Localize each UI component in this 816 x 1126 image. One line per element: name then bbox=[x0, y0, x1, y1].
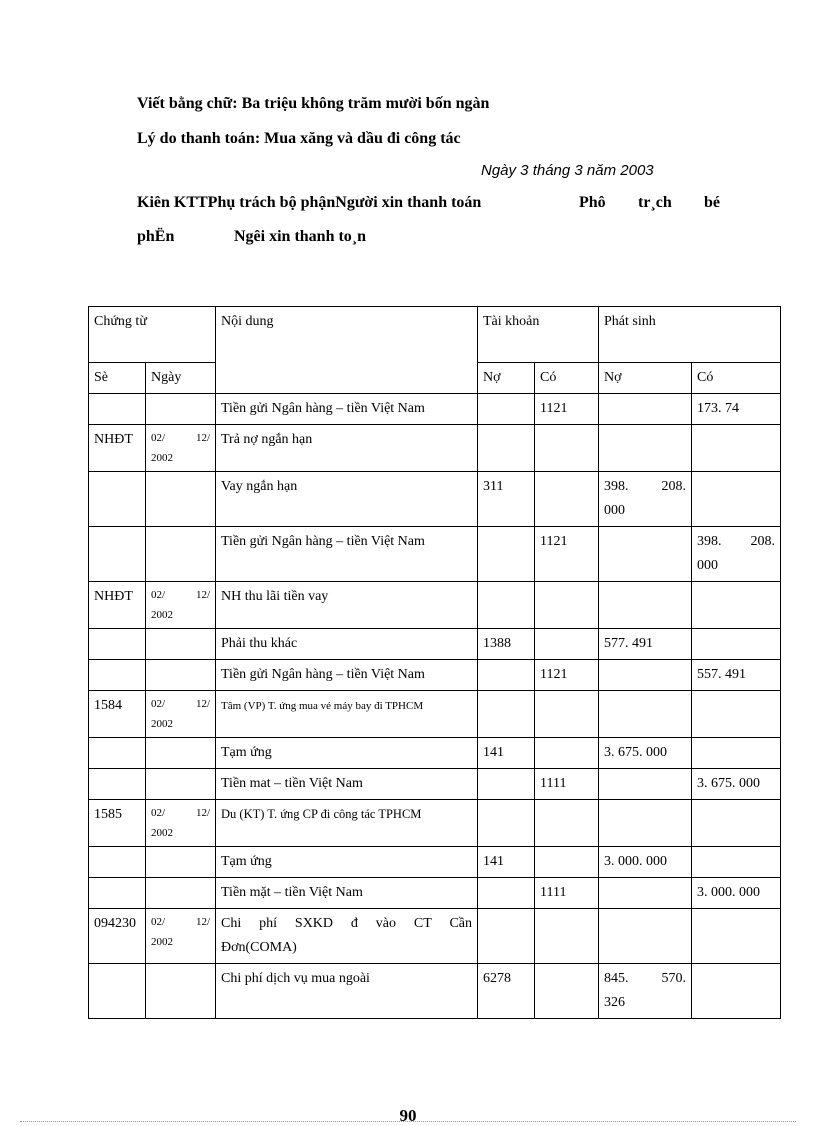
signature-word-2: tr¸ch bbox=[638, 194, 672, 211]
date-month: 12/ bbox=[195, 807, 210, 819]
cell-ps-no bbox=[599, 909, 692, 964]
signature-word-4: phËn bbox=[137, 228, 175, 245]
table-row bbox=[89, 660, 781, 691]
table-row bbox=[89, 964, 781, 1019]
cell-ngay bbox=[146, 964, 216, 1019]
cell-tk-co: 1121 bbox=[535, 527, 599, 582]
cell-noi-dung: Tiền gửi Ngân hàng – tiền Việt Nam bbox=[216, 527, 478, 582]
table-header-row bbox=[89, 307, 781, 363]
date-year: 2002 bbox=[151, 936, 173, 948]
cell-noi-dung: Tiền mặt – tiền Việt Nam bbox=[216, 878, 478, 909]
date-year: 2002 bbox=[151, 452, 173, 464]
cell-noi-dung: Tiền gửi Ngân hàng – tiền Việt Nam bbox=[216, 394, 478, 425]
cell-tk-no bbox=[478, 878, 535, 909]
table-row bbox=[89, 394, 781, 425]
table-row bbox=[89, 472, 781, 527]
cell-tk-no bbox=[478, 691, 535, 738]
cell-tk-no bbox=[478, 909, 535, 964]
cell-tk-co: 1111 bbox=[535, 769, 599, 800]
cell-tk-co bbox=[535, 909, 599, 964]
cell-so: 1584 bbox=[89, 691, 146, 738]
cell-noi-dung: Tạm ứng bbox=[216, 738, 478, 769]
cell-ps-no bbox=[599, 527, 692, 582]
cell-tk-no bbox=[478, 425, 535, 472]
cell-tk-no: 141 bbox=[478, 738, 535, 769]
amount-part: 208. bbox=[750, 534, 776, 549]
cell-tk-no: 141 bbox=[478, 847, 535, 878]
cell-noi-dung: NH thu lãi tiền vay bbox=[216, 582, 478, 629]
cell-tk-co bbox=[535, 629, 599, 660]
table-row bbox=[89, 800, 781, 847]
cell-noi-dung: Trả nợ ngắn hạn bbox=[216, 425, 478, 472]
table-row bbox=[89, 847, 781, 878]
date-day: 02/ bbox=[151, 432, 166, 444]
header-so: Sè bbox=[89, 363, 146, 394]
table-row bbox=[89, 527, 781, 582]
signature-word-1: Phô bbox=[579, 194, 606, 211]
header-ps-co: Có bbox=[692, 363, 781, 394]
table-row bbox=[89, 909, 781, 964]
date-month: 12/ bbox=[195, 698, 210, 710]
amount-part: 570. bbox=[661, 971, 686, 986]
cell-ps-no bbox=[599, 800, 692, 847]
amount-part: 398. bbox=[697, 534, 722, 549]
cell-ps-co bbox=[692, 629, 781, 660]
cell-ps-co: 3. 000. 000 bbox=[692, 878, 781, 909]
cell-noi-dung bbox=[216, 691, 478, 738]
cell-tk-co bbox=[535, 582, 599, 629]
cell-ps-no bbox=[599, 769, 692, 800]
cell-tk-co bbox=[535, 964, 599, 1019]
cell-noi-dung bbox=[216, 909, 478, 964]
cell-tk-co bbox=[535, 847, 599, 878]
cell-ps-no bbox=[599, 691, 692, 738]
content-line: Chi phí SXKD đ vào CT Cần bbox=[221, 916, 472, 931]
cell-so: NHĐT bbox=[89, 425, 146, 472]
date-year: 2002 bbox=[151, 609, 173, 621]
cell-so bbox=[89, 472, 146, 527]
cell-so: 1585 bbox=[89, 800, 146, 847]
cell-ps-no: 3. 675. 000 bbox=[599, 738, 692, 769]
cell-ps-no bbox=[599, 660, 692, 691]
cell-tk-no bbox=[478, 582, 535, 629]
cell-tk-co: 1121 bbox=[535, 394, 599, 425]
table-row bbox=[89, 691, 781, 738]
cell-ps-co bbox=[692, 527, 781, 582]
cell-so: NHĐT bbox=[89, 582, 146, 629]
cell-ps-co bbox=[692, 472, 781, 527]
cell-ps-no bbox=[599, 394, 692, 425]
cell-ps-co bbox=[692, 909, 781, 964]
cell-ps-co bbox=[692, 964, 781, 1019]
cell-ps-no: 3. 000. 000 bbox=[599, 847, 692, 878]
header-tk-co: Có bbox=[535, 363, 599, 394]
cell-ps-co: 173. 74 bbox=[692, 394, 781, 425]
cell-noi-dung: Vay ngắn hạn bbox=[216, 472, 478, 527]
cell-ngay bbox=[146, 472, 216, 527]
cell-ps-no bbox=[599, 425, 692, 472]
cell-ngay bbox=[146, 394, 216, 425]
cell-so bbox=[89, 769, 146, 800]
table-row bbox=[89, 878, 781, 909]
cell-so bbox=[89, 394, 146, 425]
header-chung-tu: Chứng từ bbox=[89, 307, 216, 363]
date-day: 02/ bbox=[151, 698, 166, 710]
date-day: 02/ bbox=[151, 589, 166, 601]
cell-ngay bbox=[146, 527, 216, 582]
cell-ngay bbox=[146, 847, 216, 878]
small-text: Du (KT) T. ứng CP đi công tác TPHCM bbox=[221, 807, 422, 821]
date-month: 12/ bbox=[195, 589, 210, 601]
cell-tk-co bbox=[535, 691, 599, 738]
cell-tk-co: 1111 bbox=[535, 878, 599, 909]
cell-ps-co: 557. 491 bbox=[692, 660, 781, 691]
amount-part: 398. bbox=[604, 479, 629, 494]
signature-labels: Kiên KTTPhụ trách bộ phậnNgười xin thanh toán bbox=[137, 194, 482, 211]
table-row bbox=[89, 629, 781, 660]
cell-ps-no bbox=[599, 964, 692, 1019]
cell-so bbox=[89, 878, 146, 909]
cell-ps-no bbox=[599, 582, 692, 629]
amount-in-words: Viết bằng chữ: Ba triệu không trăm mười bốn ngàn bbox=[137, 95, 490, 112]
cell-ps-no bbox=[599, 878, 692, 909]
document-date: Ngày 3 tháng 3 năm 2003 bbox=[481, 162, 654, 179]
date-year: 2002 bbox=[151, 827, 173, 839]
cell-ngay bbox=[146, 582, 216, 629]
amount-part: 000 bbox=[604, 503, 625, 518]
cell-noi-dung: Tiền gửi Ngân hàng – tiền Việt Nam bbox=[216, 660, 478, 691]
cell-noi-dung: Chi phí dịch vụ mua ngoài bbox=[216, 964, 478, 1019]
ledger-table bbox=[88, 306, 781, 1019]
cell-tk-co bbox=[535, 425, 599, 472]
cell-tk-co bbox=[535, 800, 599, 847]
cell-ngay bbox=[146, 691, 216, 738]
cell-noi-dung: Tiền mat – tiền Việt Nam bbox=[216, 769, 478, 800]
cell-so bbox=[89, 629, 146, 660]
cell-ngay bbox=[146, 660, 216, 691]
cell-tk-no bbox=[478, 527, 535, 582]
date-month: 12/ bbox=[195, 432, 210, 444]
date-day: 02/ bbox=[151, 807, 166, 819]
content-line: Đơn(COMA) bbox=[221, 940, 297, 955]
amount-part: 845. bbox=[604, 971, 629, 986]
table-row bbox=[89, 738, 781, 769]
cell-ngay bbox=[146, 629, 216, 660]
cell-so: 094230 bbox=[89, 909, 146, 964]
cell-ps-co bbox=[692, 847, 781, 878]
cell-tk-no bbox=[478, 660, 535, 691]
cell-ngay bbox=[146, 769, 216, 800]
cell-ngay bbox=[146, 800, 216, 847]
cell-ngay bbox=[146, 738, 216, 769]
cell-tk-no: 1388 bbox=[478, 629, 535, 660]
header-noi-dung: Nội dung bbox=[216, 307, 478, 394]
cell-ngay bbox=[146, 909, 216, 964]
cell-ps-co bbox=[692, 738, 781, 769]
amount-part: 326 bbox=[604, 995, 625, 1010]
cell-ps-no bbox=[599, 472, 692, 527]
header-ngay: Ngày bbox=[146, 363, 216, 394]
cell-ngay bbox=[146, 878, 216, 909]
cell-ps-co bbox=[692, 800, 781, 847]
date-month: 12/ bbox=[195, 916, 210, 928]
header-phat-sinh: Phát sinh bbox=[599, 307, 781, 363]
footer-rule bbox=[20, 1121, 796, 1122]
cell-tk-no: 311 bbox=[478, 472, 535, 527]
page-number: 90 bbox=[399, 1106, 417, 1125]
cell-ps-co bbox=[692, 425, 781, 472]
cell-ps-co bbox=[692, 691, 781, 738]
cell-so bbox=[89, 660, 146, 691]
date-day: 02/ bbox=[151, 916, 166, 928]
cell-tk-no bbox=[478, 769, 535, 800]
cell-ngay bbox=[146, 425, 216, 472]
header-tai-khoan: Tài khoản bbox=[478, 307, 599, 363]
amount-part: 000 bbox=[697, 558, 718, 573]
cell-so bbox=[89, 964, 146, 1019]
cell-noi-dung bbox=[216, 800, 478, 847]
table-row bbox=[89, 769, 781, 800]
small-text: Tâm (VP) T. ứng mua vé máy bay đi TPHCM bbox=[221, 700, 424, 712]
table-row bbox=[89, 425, 781, 472]
header-tk-no: Nợ bbox=[478, 363, 535, 394]
cell-tk-no bbox=[478, 394, 535, 425]
signature-word-3: bé bbox=[704, 194, 720, 211]
cell-tk-no bbox=[478, 800, 535, 847]
cell-tk-no: 6278 bbox=[478, 964, 535, 1019]
date-year: 2002 bbox=[151, 718, 173, 730]
cell-noi-dung: Tạm ứng bbox=[216, 847, 478, 878]
payment-reason: Lý do thanh toán: Mua xăng và dầu đi công tác bbox=[137, 130, 461, 147]
table-row bbox=[89, 582, 781, 629]
signature-word-5: Ngêi xin thanh to¸n bbox=[234, 228, 367, 245]
cell-so bbox=[89, 738, 146, 769]
cell-so bbox=[89, 527, 146, 582]
cell-ps-no: 577. 491 bbox=[599, 629, 692, 660]
header-ps-no: Nợ bbox=[599, 363, 692, 394]
cell-ps-co: 3. 675. 000 bbox=[692, 769, 781, 800]
cell-noi-dung: Phải thu khác bbox=[216, 629, 478, 660]
amount-part: 208. bbox=[661, 479, 686, 494]
cell-so bbox=[89, 847, 146, 878]
cell-ps-co bbox=[692, 582, 781, 629]
cell-tk-co: 1121 bbox=[535, 660, 599, 691]
cell-tk-co bbox=[535, 472, 599, 527]
cell-tk-co bbox=[535, 738, 599, 769]
